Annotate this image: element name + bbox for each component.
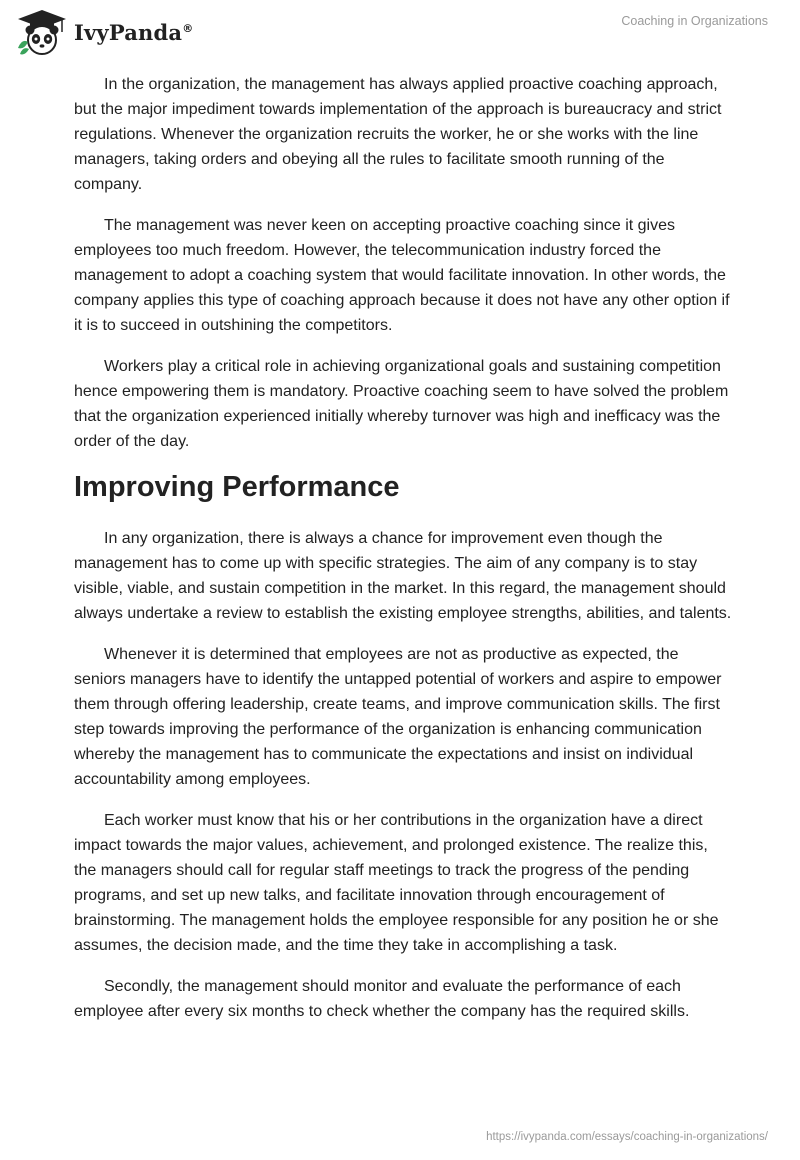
paragraph: In the organization, the management has always applied proactive coaching approach, but the major impediment towards implementation of the approach is bureaucracy and strict regulations. Whenever the organization recruits the worker, he or she works with the line managers, taking orders and obeying all the rules to facilitate smooth running of the company. xyxy=(74,76,722,193)
paragraph: Whenever it is determined that employees are not as productive as expected, the seniors managers have to identify the untapped potential of workers and aspire to empower them through offering leadership, create teams, and improve communication skills. The first step towards improving the performance of the organization is enhancing communication whereby the management has to communicate the expectations and insist on individual accountability among employees. xyxy=(74,646,722,788)
section-heading: Improving Performance xyxy=(74,471,400,503)
page-header xyxy=(0,0,800,56)
paragraph: Each worker must know that his or her contributions in the organization have a direct impact towards the major values, achievement, and prolonged existence. The realize this, the managers should call for regular staff meetings to track the progress of the pending programs, and set up new talks, and facilitate innovation through encouragement of brainstorming. The management holds the employee responsible for any position he or she assumes, the decision made, and the time they take in accomplishing a task. xyxy=(74,812,719,954)
paragraph: Secondly, the management should monitor and evaluate the performance of each employee after every six months to check whether the company has the required skills. xyxy=(74,978,690,1020)
paragraph: Workers play a critical role in achieving organizational goals and sustaining competition hence empowering them is mandatory. Proactive coaching seem to have solved the problem that the organization experienced initially whereby turnover was high and inefficacy was the order of the day. xyxy=(74,358,729,450)
document-title: Coaching in Organizations xyxy=(621,14,768,28)
paragraph: In any organization, there is always a chance for improvement even though the management has to come up with specific strategies. The aim of any company is to stay visible, viable, and sustain competition in the market. In this regard, the management should always undertake a review to establish the existing employee strengths, abilities, and talents. xyxy=(74,530,732,622)
source-url[interactable]: https://ivypanda.com/essays/coaching-in-organizations/ xyxy=(486,1131,768,1143)
panda-graduate-icon xyxy=(14,8,70,56)
essay-content xyxy=(74,72,734,1040)
ivypanda-logo[interactable] xyxy=(14,8,193,56)
paragraph: The management was never keen on accepting proactive coaching since it gives employees too much freedom. However, the telecommunication industry forced the management to adopt a coaching system that would facilitate innovation. In other words, the company applies this type of coaching approach because it does not have any other option if it is to succeed in outshining the competitors. xyxy=(74,217,730,334)
brand-name: IvyPanda® xyxy=(74,19,194,45)
